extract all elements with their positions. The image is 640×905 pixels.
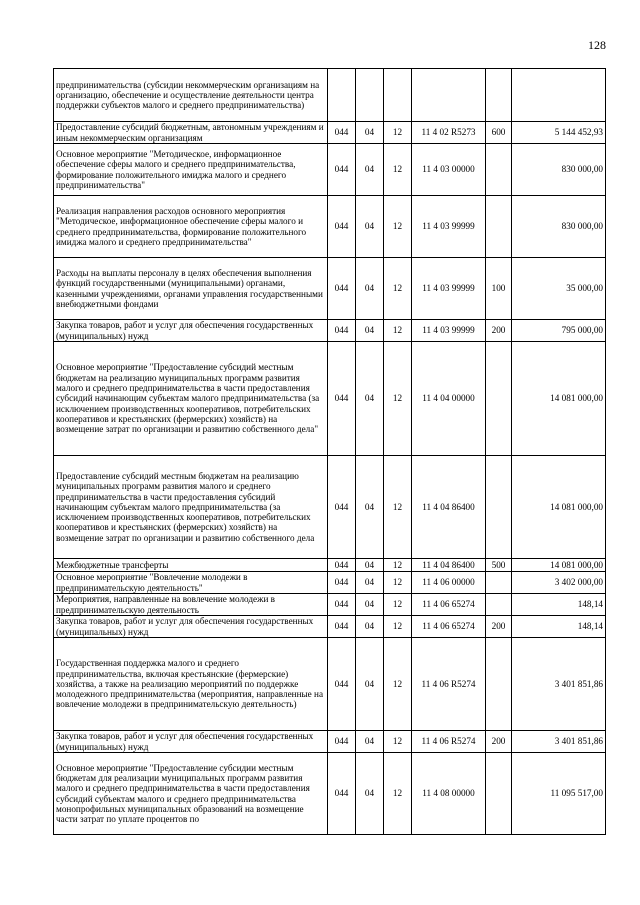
row-name: Основное мероприятие "Предоставление субсидий местным бюджетам на реализацию муниципальных программ развития малого и среднего предпринимательства в части предоставления субсидий начинающим субъектам малого предпринимательства (за исключением производственных кооперативов, потребительских кооперативов и крестьянских (фермерских) хозяйств) на возмещение затрат по организации и развитию собственного дела" (54, 342, 328, 456)
row-subsection-code: 12 (384, 559, 412, 572)
row-name: Предоставление субсидий бюджетным, автономным учреждениям и иным некоммерческим организациям (54, 122, 328, 144)
row-expense-type-code (486, 69, 512, 122)
row-subsection-code: 12 (384, 144, 412, 196)
row-expense-type-code: 100 (486, 258, 512, 320)
row-expense-type-code (486, 196, 512, 258)
row-section-code: 04 (356, 731, 384, 753)
table-row (54, 342, 606, 456)
row-name: Реализация направления расходов основного мероприятия "Методическое, информационное обеспечение сферы малого и среднего предпринимательства, формирование положительного имиджа малого и среднего предпринимательства" (54, 196, 328, 258)
table-row (54, 144, 606, 196)
row-name: Основное мероприятие "Вовлечение молодежи в предпринимательскую деятельность" (54, 572, 328, 594)
row-ministry-code: 044 (328, 320, 356, 342)
row-subsection-code: 12 (384, 456, 412, 559)
row-amount: 11 095 517,00 (512, 753, 606, 835)
table-row (54, 196, 606, 258)
row-expense-type-code (486, 342, 512, 456)
table-row (54, 320, 606, 342)
row-name: Закупка товаров, работ и услуг для обеспечения государственных (муниципальных) нужд (54, 616, 328, 638)
table-row (54, 572, 606, 594)
row-target-code: 11 4 06 00000 (412, 572, 486, 594)
row-section-code: 04 (356, 616, 384, 638)
row-amount: 5 144 452,93 (512, 122, 606, 144)
row-ministry-code: 044 (328, 122, 356, 144)
table-row (54, 258, 606, 320)
row-section-code: 04 (356, 638, 384, 731)
row-section-code: 04 (356, 122, 384, 144)
row-section-code: 04 (356, 572, 384, 594)
row-name: Мероприятия, направленные на вовлечение молодежи в предпринимательскую деятельность (54, 594, 328, 616)
row-target-code: 11 4 06 R5274 (412, 731, 486, 753)
table-row (54, 731, 606, 753)
row-target-code: 11 4 06 R5274 (412, 638, 486, 731)
row-name: Основное мероприятие "Методическое, информационное обеспечение сферы малого и среднего предпринимательства, формирование положительного имиджа малого и среднего предпринимательства" (54, 144, 328, 196)
row-section-code: 04 (356, 594, 384, 616)
row-target-code: 11 4 03 99999 (412, 258, 486, 320)
row-amount (512, 69, 606, 122)
row-name: Расходы на выплаты персоналу в целях обеспечения выполнения функций государственными (муниципальными) органами, казенными учреждениями, органами управления государственными внебюджетными фондами (54, 258, 328, 320)
table-row (54, 594, 606, 616)
row-ministry-code: 044 (328, 753, 356, 835)
row-ministry-code: 044 (328, 638, 356, 731)
row-subsection-code: 12 (384, 342, 412, 456)
row-expense-type-code (486, 456, 512, 559)
row-amount: 3 402 000,00 (512, 572, 606, 594)
row-target-code: 11 4 08 00000 (412, 753, 486, 835)
row-subsection-code: 12 (384, 731, 412, 753)
row-amount: 148,14 (512, 616, 606, 638)
row-target-code: 11 4 04 86400 (412, 559, 486, 572)
row-ministry-code: 044 (328, 731, 356, 753)
row-target-code: 11 4 06 65274 (412, 594, 486, 616)
row-amount: 795 000,00 (512, 320, 606, 342)
row-name: Межбюджетные трансферты (54, 559, 328, 572)
row-target-code: 11 4 03 99999 (412, 320, 486, 342)
row-target-code: 11 4 02 R5273 (412, 122, 486, 144)
row-expense-type-code (486, 594, 512, 616)
row-expense-type-code: 200 (486, 731, 512, 753)
row-subsection-code (384, 69, 412, 122)
row-ministry-code (328, 69, 356, 122)
row-target-code: 11 4 06 65274 (412, 616, 486, 638)
row-section-code: 04 (356, 144, 384, 196)
row-ministry-code: 044 (328, 144, 356, 196)
page-number: 128 (588, 38, 606, 52)
row-expense-type-code: 500 (486, 559, 512, 572)
row-section-code (356, 69, 384, 122)
table-row (54, 616, 606, 638)
row-section-code: 04 (356, 320, 384, 342)
row-section-code: 04 (356, 559, 384, 572)
row-expense-type-code (486, 638, 512, 731)
row-target-code: 11 4 04 86400 (412, 456, 486, 559)
row-expense-type-code (486, 753, 512, 835)
row-ministry-code: 044 (328, 196, 356, 258)
row-name: Закупка товаров, работ и услуг для обеспечения государственных (муниципальных) нужд (54, 731, 328, 753)
row-name: Закупка товаров, работ и услуг для обеспечения государственных (муниципальных) нужд (54, 320, 328, 342)
row-subsection-code: 12 (384, 753, 412, 835)
row-section-code: 04 (356, 196, 384, 258)
row-target-code: 11 4 03 99999 (412, 196, 486, 258)
row-subsection-code: 12 (384, 122, 412, 144)
table-row (54, 753, 606, 835)
budget-table (53, 68, 606, 835)
row-section-code: 04 (356, 258, 384, 320)
table-row (54, 638, 606, 731)
row-target-code: 11 4 04 00000 (412, 342, 486, 456)
table-row (54, 456, 606, 559)
row-section-code: 04 (356, 753, 384, 835)
row-subsection-code: 12 (384, 638, 412, 731)
row-ministry-code: 044 (328, 572, 356, 594)
row-ministry-code: 044 (328, 456, 356, 559)
row-section-code: 04 (356, 342, 384, 456)
row-expense-type-code: 200 (486, 616, 512, 638)
row-ministry-code: 044 (328, 258, 356, 320)
row-ministry-code: 044 (328, 616, 356, 638)
row-amount: 14 081 000,00 (512, 342, 606, 456)
row-expense-type-code (486, 144, 512, 196)
budget-table-body (54, 69, 606, 835)
table-row (54, 69, 606, 122)
row-expense-type-code: 600 (486, 122, 512, 144)
row-subsection-code: 12 (384, 196, 412, 258)
row-subsection-code: 12 (384, 616, 412, 638)
row-subsection-code: 12 (384, 320, 412, 342)
row-name: предпринимательства (субсидии некоммерческим организациям на организацию, обеспечение и осуществление деятельности центра поддержки субъектов малого и среднего предпринимательства) (54, 69, 328, 122)
table-row (54, 122, 606, 144)
row-ministry-code: 044 (328, 559, 356, 572)
row-section-code: 04 (356, 456, 384, 559)
row-name: Государственная поддержка малого и среднего предпринимательства, включая крестьянские (фермерские) хозяйства, а также на реализацию мероприятий по поддержке молодежного предпринимательства (мероприятия, направленные на вовлечение молодежи в предпринимательскую деятельность) (54, 638, 328, 731)
row-amount: 830 000,00 (512, 144, 606, 196)
table-row (54, 559, 606, 572)
row-subsection-code: 12 (384, 594, 412, 616)
row-expense-type-code: 200 (486, 320, 512, 342)
row-target-code: 11 4 03 00000 (412, 144, 486, 196)
row-subsection-code: 12 (384, 572, 412, 594)
row-target-code (412, 69, 486, 122)
row-ministry-code: 044 (328, 594, 356, 616)
row-amount: 14 081 000,00 (512, 559, 606, 572)
row-amount: 35 000,00 (512, 258, 606, 320)
row-amount: 14 081 000,00 (512, 456, 606, 559)
row-ministry-code: 044 (328, 342, 356, 456)
row-name: Предоставление субсидий местным бюджетам на реализацию муниципальных программ развития малого и среднего предпринимательства в части предоставления субсидий начинающим субъектам малого предпринимательства (за исключением производственных кооперативов, потребительских кооперативов и крестьянских (фермерских) хозяйств) на возмещение затрат по организации и развитию собственного дела (54, 456, 328, 559)
row-name: Основное мероприятие "Предоставление субсидии местным бюджетам для реализации муниципальных программ развития малого и среднего предпринимательства в части предоставления субсидий субъектам малого и среднего предпринимательства монопрофильных муниципальных образований на возмещение части затрат по уплате процентов по (54, 753, 328, 835)
row-amount: 148,14 (512, 594, 606, 616)
row-amount: 830 000,00 (512, 196, 606, 258)
row-amount: 3 401 851,86 (512, 731, 606, 753)
row-amount: 3 401 851,86 (512, 638, 606, 731)
row-expense-type-code (486, 572, 512, 594)
row-subsection-code: 12 (384, 258, 412, 320)
